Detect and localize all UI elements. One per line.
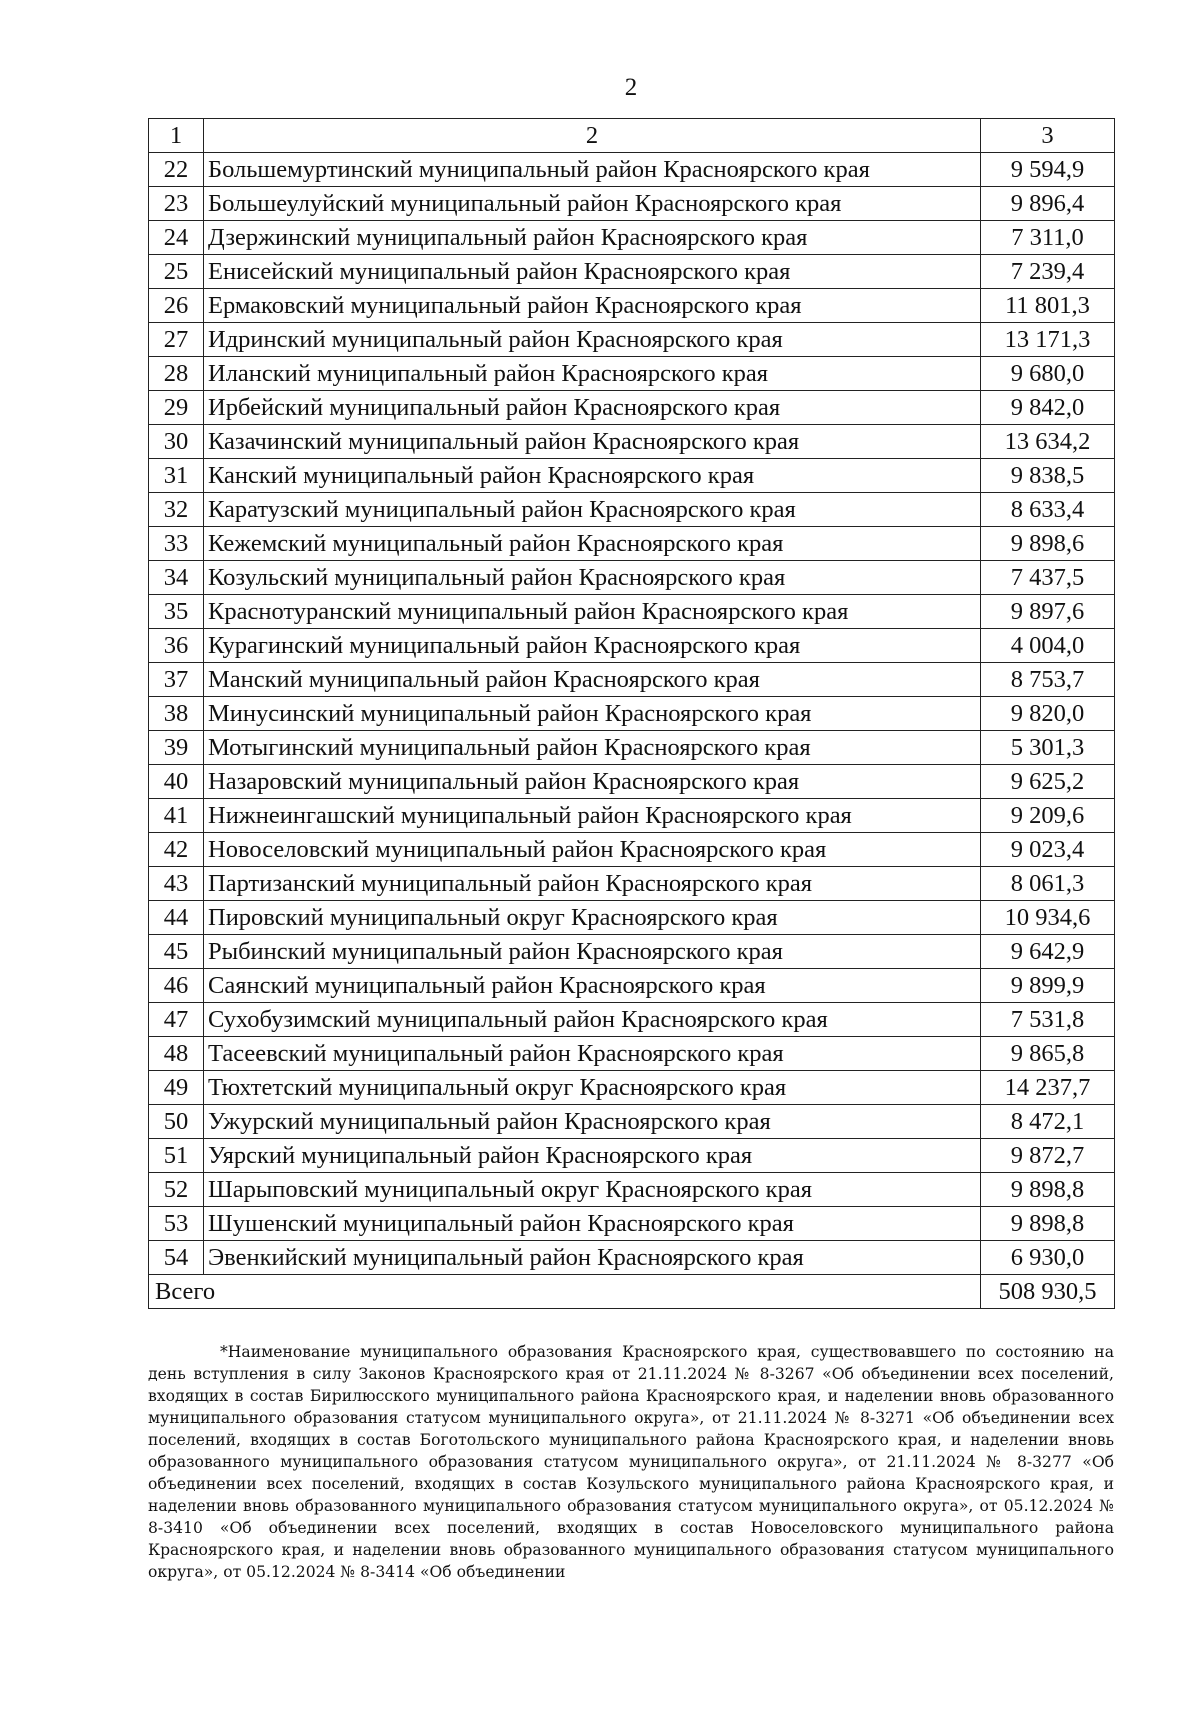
row-number: 53 xyxy=(149,1207,204,1241)
table-row xyxy=(149,187,1115,221)
row-value: 9 896,4 xyxy=(981,187,1115,221)
table-row xyxy=(149,1037,1115,1071)
table-row xyxy=(149,561,1115,595)
row-value: 9 898,6 xyxy=(981,527,1115,561)
row-value: 6 930,0 xyxy=(981,1241,1115,1275)
total-value: 508 930,5 xyxy=(981,1275,1115,1309)
row-value: 9 680,0 xyxy=(981,357,1115,391)
table-row xyxy=(149,391,1115,425)
row-value: 9 642,9 xyxy=(981,935,1115,969)
table-row xyxy=(149,425,1115,459)
table-body xyxy=(149,119,1115,1309)
row-value: 9 898,8 xyxy=(981,1173,1115,1207)
row-value: 9 023,4 xyxy=(981,833,1115,867)
municipality-name: Мотыгинский муниципальный район Красноярского края xyxy=(204,731,981,765)
footnote: *Наименование муниципального образования Красноярского края, существовавшего по состоянию на день вступления в силу Законов Красноярского края от 21.11.2024 № 8-3267 «Об объединении всех поселений, входящих в состав Бирилюсского муниципального района Красноярского края, и наделении вновь образованного муниципального образования статусом муниципального округа», от 21.11.2024 № 8-3271 «Об объединении всех поселений, входящих в состав Боготольского муниципального района Красноярского края, и наделении вновь образованного муниципального образования статусом муниципального округа», от 21.11.2024 № 8-3277 «Об объединении всех поселений, входящих в состав Козульского муниципального района Красноярского края, и наделении вновь образованного муниципального образования статусом муниципального округа», от 05.12.2024 № 8-3410 «Об объединении всех поселений, входящих в состав Новоселовского муниципального района Красноярского края, и наделении вновь образованного муниципального образования статусом муниципального округа», от 05.12.2024 № 8-3414 «Об объединении xyxy=(148,1343,1114,1581)
table-row xyxy=(149,799,1115,833)
municipality-name: Эвенкийский муниципальный район Красноярского края xyxy=(204,1241,981,1275)
row-value: 10 934,6 xyxy=(981,901,1115,935)
column-header-value: 3 xyxy=(981,119,1115,153)
row-number: 22 xyxy=(149,153,204,187)
row-number: 50 xyxy=(149,1105,204,1139)
table-row xyxy=(149,1173,1115,1207)
row-value: 9 897,6 xyxy=(981,595,1115,629)
row-value: 9 209,6 xyxy=(981,799,1115,833)
row-number: 43 xyxy=(149,867,204,901)
municipality-name: Сухобузимский муниципальный район Красноярского края xyxy=(204,1003,981,1037)
municipality-name: Идринский муниципальный район Красноярского края xyxy=(204,323,981,357)
row-number: 35 xyxy=(149,595,204,629)
municipality-name: Назаровский муниципальный район Красноярского края xyxy=(204,765,981,799)
municipality-name: Енисейский муниципальный район Красноярского края xyxy=(204,255,981,289)
municipality-name: Кежемский муниципальный район Красноярского края xyxy=(204,527,981,561)
column-header-name: 2 xyxy=(204,119,981,153)
row-number: 51 xyxy=(149,1139,204,1173)
table-row xyxy=(149,323,1115,357)
row-number: 41 xyxy=(149,799,204,833)
municipality-name: Иланский муниципальный район Красноярского края xyxy=(204,357,981,391)
row-number: 23 xyxy=(149,187,204,221)
row-number: 45 xyxy=(149,935,204,969)
municipality-name: Ирбейский муниципальный район Красноярского края xyxy=(204,391,981,425)
row-number: 37 xyxy=(149,663,204,697)
table-row xyxy=(149,1105,1115,1139)
municipality-name: Рыбинский муниципальный район Красноярского края xyxy=(204,935,981,969)
table-row xyxy=(149,1071,1115,1105)
row-value: 9 865,8 xyxy=(981,1037,1115,1071)
municipality-name: Новоселовский муниципальный район Красноярского края xyxy=(204,833,981,867)
table-row xyxy=(149,1241,1115,1275)
table-row xyxy=(149,629,1115,663)
row-number: 28 xyxy=(149,357,204,391)
municipality-name: Большеулуйский муниципальный район Красноярского края xyxy=(204,187,981,221)
row-value: 7 311,0 xyxy=(981,221,1115,255)
municipality-name: Уярский муниципальный район Красноярского края xyxy=(204,1139,981,1173)
row-value: 8 472,1 xyxy=(981,1105,1115,1139)
row-value: 8 061,3 xyxy=(981,867,1115,901)
municipality-name: Ужурский муниципальный район Красноярского края xyxy=(204,1105,981,1139)
table-row xyxy=(149,1139,1115,1173)
municipality-name: Пировский муниципальный округ Красноярского края xyxy=(204,901,981,935)
table-row xyxy=(149,765,1115,799)
total-label: Всего xyxy=(149,1275,981,1309)
row-number: 27 xyxy=(149,323,204,357)
row-number: 48 xyxy=(149,1037,204,1071)
row-value: 9 898,8 xyxy=(981,1207,1115,1241)
row-value: 9 625,2 xyxy=(981,765,1115,799)
municipality-name: Тасеевский муниципальный район Красноярского края xyxy=(204,1037,981,1071)
row-value: 9 838,5 xyxy=(981,459,1115,493)
table-row xyxy=(149,221,1115,255)
municipality-name: Шарыповский муниципальный округ Красноярского края xyxy=(204,1173,981,1207)
municipality-name: Минусинский муниципальный район Красноярского края xyxy=(204,697,981,731)
row-value: 8 633,4 xyxy=(981,493,1115,527)
row-value: 7 531,8 xyxy=(981,1003,1115,1037)
table-row xyxy=(149,731,1115,765)
table-row xyxy=(149,289,1115,323)
municipality-name: Каратузский муниципальный район Красноярского края xyxy=(204,493,981,527)
row-number: 44 xyxy=(149,901,204,935)
table-row xyxy=(149,527,1115,561)
column-header-number: 1 xyxy=(149,119,204,153)
table-row xyxy=(149,595,1115,629)
municipality-name: Большемуртинский муниципальный район Красноярского края xyxy=(204,153,981,187)
table-row xyxy=(149,357,1115,391)
row-value: 7 437,5 xyxy=(981,561,1115,595)
municipality-name: Казачинский муниципальный район Красноярского края xyxy=(204,425,981,459)
row-number: 34 xyxy=(149,561,204,595)
row-number: 24 xyxy=(149,221,204,255)
row-value: 11 801,3 xyxy=(981,289,1115,323)
row-number: 40 xyxy=(149,765,204,799)
municipality-name: Саянский муниципальный район Красноярского края xyxy=(204,969,981,1003)
row-value: 9 899,9 xyxy=(981,969,1115,1003)
municipality-name: Курагинский муниципальный район Красноярского края xyxy=(204,629,981,663)
municipality-name: Тюхтетский муниципальный округ Красноярского края xyxy=(204,1071,981,1105)
table-row xyxy=(149,1003,1115,1037)
row-number: 47 xyxy=(149,1003,204,1037)
row-value: 8 753,7 xyxy=(981,663,1115,697)
row-number: 36 xyxy=(149,629,204,663)
row-number: 49 xyxy=(149,1071,204,1105)
municipality-name: Ермаковский муниципальный район Красноярского края xyxy=(204,289,981,323)
row-value: 5 301,3 xyxy=(981,731,1115,765)
municipality-name: Канский муниципальный район Красноярского края xyxy=(204,459,981,493)
row-number: 38 xyxy=(149,697,204,731)
municipality-name: Партизанский муниципальный район Красноярского края xyxy=(204,867,981,901)
row-value: 9 872,7 xyxy=(981,1139,1115,1173)
table-row xyxy=(149,1207,1115,1241)
row-value: 9 820,0 xyxy=(981,697,1115,731)
table-row xyxy=(149,493,1115,527)
municipality-name: Нижнеингашский муниципальный район Красноярского края xyxy=(204,799,981,833)
table-row xyxy=(149,969,1115,1003)
page-number: 2 xyxy=(624,74,638,101)
row-value: 14 237,7 xyxy=(981,1071,1115,1105)
row-value: 7 239,4 xyxy=(981,255,1115,289)
total-row xyxy=(149,1275,1115,1309)
row-number: 29 xyxy=(149,391,204,425)
row-number: 30 xyxy=(149,425,204,459)
row-value: 13 634,2 xyxy=(981,425,1115,459)
row-value: 13 171,3 xyxy=(981,323,1115,357)
row-number: 26 xyxy=(149,289,204,323)
row-value: 4 004,0 xyxy=(981,629,1115,663)
table-header-row xyxy=(149,119,1115,153)
table-row xyxy=(149,935,1115,969)
table-row xyxy=(149,867,1115,901)
row-number: 54 xyxy=(149,1241,204,1275)
table-row xyxy=(149,459,1115,493)
municipality-name: Козульский муниципальный район Красноярского края xyxy=(204,561,981,595)
row-number: 25 xyxy=(149,255,204,289)
row-number: 31 xyxy=(149,459,204,493)
municipality-name: Манский муниципальный район Красноярского края xyxy=(204,663,981,697)
table-row xyxy=(149,901,1115,935)
table-row xyxy=(149,153,1115,187)
municipality-name: Дзержинский муниципальный район Красноярского края xyxy=(204,221,981,255)
municipality-name: Шушенский муниципальный район Красноярского края xyxy=(204,1207,981,1241)
table-row xyxy=(149,255,1115,289)
row-number: 33 xyxy=(149,527,204,561)
table-row xyxy=(149,663,1115,697)
row-number: 32 xyxy=(149,493,204,527)
row-value: 9 842,0 xyxy=(981,391,1115,425)
row-number: 42 xyxy=(149,833,204,867)
row-number: 46 xyxy=(149,969,204,1003)
row-number: 52 xyxy=(149,1173,204,1207)
row-number: 39 xyxy=(149,731,204,765)
municipality-name: Краснотуранский муниципальный район Красноярского края xyxy=(204,595,981,629)
allocation-table xyxy=(148,118,1115,1309)
table-row xyxy=(149,833,1115,867)
table-row xyxy=(149,697,1115,731)
row-value: 9 594,9 xyxy=(981,153,1115,187)
